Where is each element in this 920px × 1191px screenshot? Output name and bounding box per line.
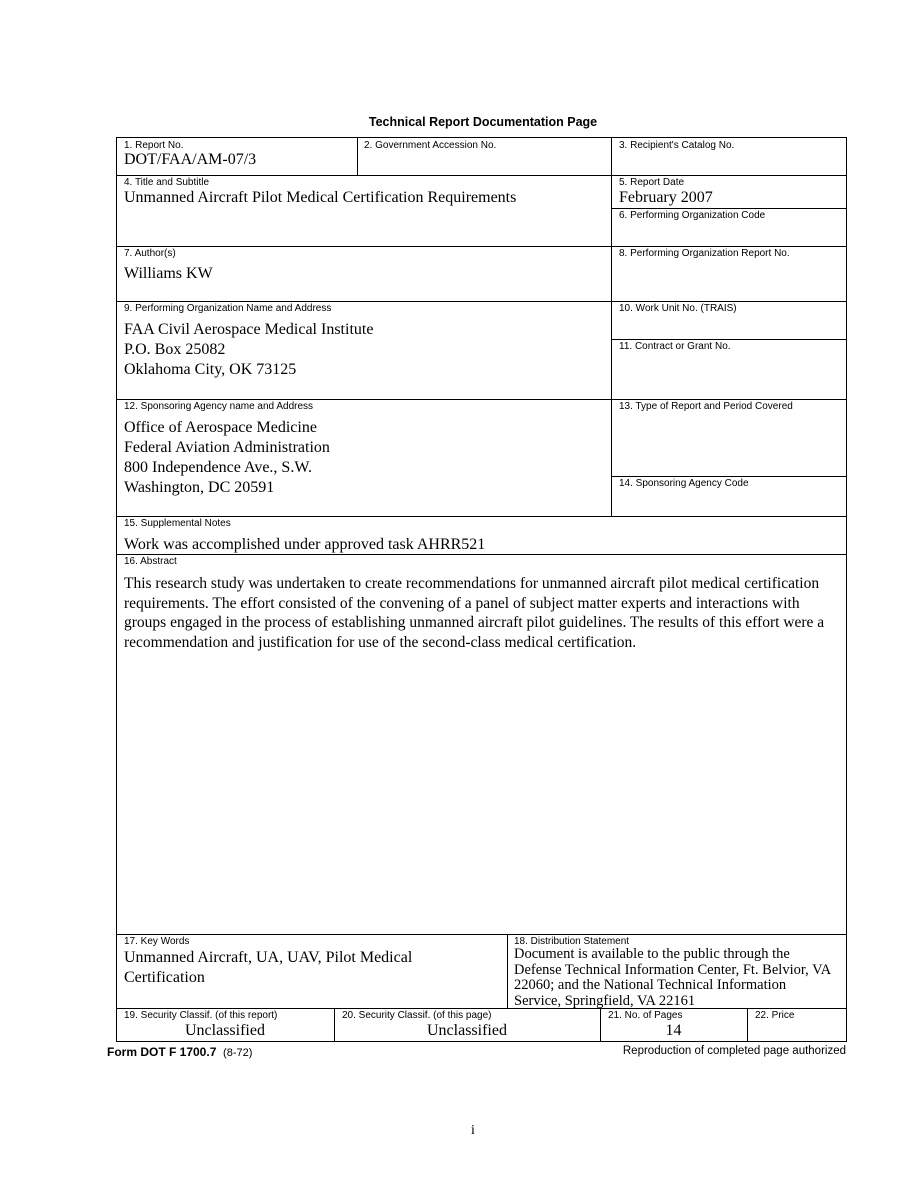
divider-1-2 bbox=[357, 137, 358, 175]
title-subtitle-value: Unmanned Aircraft Pilot Medical Certification Requirements bbox=[124, 189, 517, 206]
rule-date bbox=[611, 208, 847, 209]
rule-top bbox=[116, 137, 847, 138]
gov-accession-label: 2. Government Accession No. bbox=[364, 140, 497, 151]
rule-report-type bbox=[611, 476, 847, 477]
form-revision: (8-72) bbox=[223, 1047, 253, 1059]
performing-org-line: Oklahoma City, OK 73125 bbox=[124, 361, 297, 378]
rule-row7 bbox=[116, 934, 847, 935]
rule-row5 bbox=[116, 516, 847, 517]
distribution-line: Document is available to the public through the bbox=[514, 946, 790, 962]
authors-label: 7. Author(s) bbox=[124, 248, 176, 259]
performing-org-line: P.O. Box 25082 bbox=[124, 341, 226, 358]
title-subtitle-label: 4. Title and Subtitle bbox=[124, 177, 210, 188]
sponsoring-agency-line: 800 Independence Ave., S.W. bbox=[124, 459, 312, 476]
performing-org-address bbox=[124, 320, 373, 380]
sponsoring-agency-line: Federal Aviation Administration bbox=[124, 439, 330, 456]
rule-row4 bbox=[116, 399, 847, 400]
num-pages-label: 21. No. of Pages bbox=[608, 1010, 683, 1021]
recipient-catalog-label: 3. Recipient's Catalog No. bbox=[619, 140, 735, 151]
report-no-value: DOT/FAA/AM-07/3 bbox=[124, 151, 257, 168]
sponsoring-code-label: 14. Sponsoring Agency Code bbox=[619, 478, 749, 489]
performing-org-report-label: 8. Performing Organization Report No. bbox=[619, 248, 790, 259]
form-border-right bbox=[846, 137, 847, 1042]
distribution-value bbox=[514, 947, 831, 1009]
report-date-value: February 2007 bbox=[619, 189, 713, 206]
security-page-label: 20. Security Classif. (of this page) bbox=[342, 1010, 492, 1021]
abstract-text: This research study was undertaken to create recommendations for unmanned aircraft pilot medical certification requirements. The effort consisted of the convening of a panel of subject matter experts and interactions with groups engaged in the process of establishing unmanned aircraft pilot guidelines. The results of this effort were a recommendation and justification for use of the second-class medical certification. bbox=[124, 575, 825, 651]
performing-org-line: FAA Civil Aerospace Medical Institute bbox=[124, 321, 374, 338]
sponsoring-agency-label: 12. Sponsoring Agency name and Address bbox=[124, 401, 314, 412]
distribution-line: Defense Technical Information Center, Ft. Belvior, VA bbox=[514, 961, 832, 978]
page-title: Technical Report Documentation Page bbox=[368, 115, 598, 129]
key-words-line: Unmanned Aircraft, UA, UAV, Pilot Medical bbox=[124, 949, 413, 966]
security-report-label: 19. Security Classif. (of this report) bbox=[124, 1010, 278, 1021]
supplemental-notes-value: Work was accomplished under approved task AHRR521 bbox=[124, 536, 486, 553]
sponsoring-agency-address bbox=[124, 418, 330, 498]
contract-grant-label: 11. Contract or Grant No. bbox=[619, 341, 731, 352]
form-id bbox=[107, 1045, 252, 1059]
performing-org-code-label: 6. Performing Organization Code bbox=[619, 210, 766, 221]
divider-17-18 bbox=[507, 934, 508, 1008]
key-words-label: 17. Key Words bbox=[124, 936, 190, 947]
report-type-label: 13. Type of Report and Period Covered bbox=[619, 401, 793, 412]
reproduction-note: Reproduction of completed page authorized bbox=[622, 1045, 846, 1057]
distribution-line: 22060; and the National Technical Information bbox=[514, 977, 787, 993]
supplemental-notes-label: 15. Supplemental Notes bbox=[124, 518, 231, 529]
price-label: 22. Price bbox=[755, 1010, 795, 1021]
page-number: i bbox=[471, 1123, 475, 1138]
rule-row2 bbox=[116, 246, 847, 247]
authors-value: Williams KW bbox=[124, 265, 213, 282]
rule-work-unit bbox=[611, 339, 847, 340]
key-words-value bbox=[124, 948, 412, 988]
security-page-value: Unclassified bbox=[427, 1022, 507, 1039]
work-unit-label: 10. Work Unit No. (TRAIS) bbox=[619, 303, 737, 314]
report-no-label: 1. Report No. bbox=[124, 140, 184, 151]
form-name: Form DOT F 1700.7 bbox=[107, 1045, 217, 1059]
rule-row3 bbox=[116, 301, 847, 302]
sponsoring-agency-line: Office of Aerospace Medicine bbox=[124, 419, 317, 436]
key-words-line: Certification bbox=[124, 969, 205, 986]
rule-row1 bbox=[116, 175, 847, 176]
abstract-label: 16. Abstract bbox=[124, 556, 177, 567]
security-report-value: Unclassified bbox=[185, 1022, 265, 1039]
distribution-line: Service, Springfield, VA 22161 bbox=[514, 992, 696, 1009]
divider-21-22 bbox=[747, 1008, 748, 1041]
form-border-left bbox=[116, 137, 117, 1042]
divider-right-column bbox=[611, 137, 612, 516]
rule-bottom bbox=[116, 1041, 847, 1042]
sponsoring-agency-line: Washington, DC 20591 bbox=[124, 479, 275, 496]
report-date-label: 5. Report Date bbox=[619, 177, 685, 188]
num-pages-value: 14 bbox=[665, 1022, 682, 1039]
performing-org-name-label: 9. Performing Organization Name and Address bbox=[124, 303, 332, 314]
distribution-label: 18. Distribution Statement bbox=[514, 936, 630, 947]
